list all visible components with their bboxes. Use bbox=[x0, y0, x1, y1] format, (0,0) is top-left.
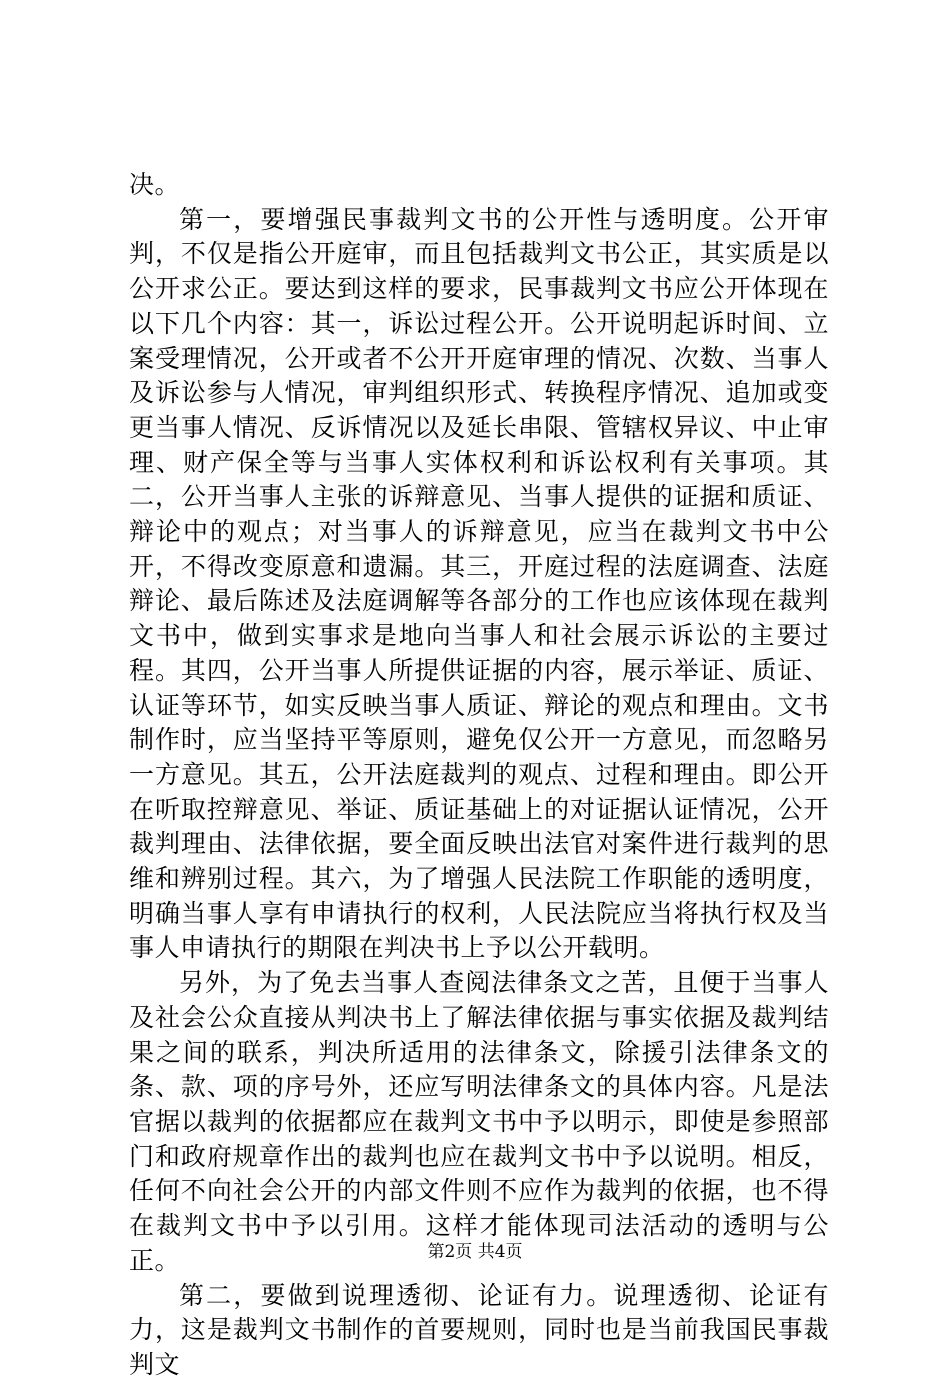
paragraph-second-point: 第二，要做到说理透彻、论证有力。说理透彻、论证有力，这是裁判文书制作的首要规则，同时也是当前我国民事裁判文 bbox=[129, 1280, 829, 1379]
page-number-footer: 第2页 共4页 bbox=[427, 1242, 523, 1262]
paragraph-additionally: 另外，为了免去当事人查阅法律条文之苦，且便于当事人及社会公众直接从判决书上了解法律依据与事实依据及裁判结果之间的联系，判决所适用的法律条文，除援引法律条文的条、款、项的序号外，还应写明法律条文的具体内容。凡是法官据以裁判的依据都应在裁判文书中予以明示，即使是参照部门和政府规章作出的裁判也应在裁判文书中予以说明。相反，任何不向社会公开的内部文件则不应作为裁判的依据，也不得在裁判文书中予以引用。这样才能体现司法活动的透明与公正。 bbox=[129, 968, 829, 1275]
paragraph-continuation: 决。 bbox=[129, 170, 181, 199]
document-body bbox=[129, 168, 829, 1383]
paragraph-first-point: 第一，要增强民事裁判文书的公开性与透明度。公开审判，不仅是指公开庭审，而且包括裁判文书公正，其实质是以公开求公正。要达到这样的要求，民事裁判文书应公开体现在以下几个内容：其一，诉讼过程公开。公开说明起诉时间、立案受理情况，公开或者不公开开庭审理的情况、次数、当事人及诉讼参与人情况，审判组织形式、转换程序情况、追加或变更当事人情况、反诉情况以及延长串限、管辖权异议、中止审理、财产保全等与当事人实体权利和诉讼权利有关事项。其二，公开当事人主张的诉辩意见、当事人提供的证据和质证、辩论中的观点；对当事人的诉辩意见，应当在裁判文书中公开，不得改变原意和遗漏。其三，开庭过程的法庭调查、法庭辩论、最后陈述及法庭调解等各部分的工作也应该体现在裁判文书中，做到实事求是地向当事人和社会展示诉讼的主要过程。其四，公开当事人所提供证据的内容，展示举证、质证、认证等环节，如实反映当事人质证、辩论的观点和理由。文书制作时，应当坚持平等原则，避免仅公开一方意见，而忽略另一方意见。其五，公开法庭裁判的观点、过程和理由。即公开在听取控辩意见、举证、质证基础上的对证据认证情况，公开裁判理由、法律依据，要全面反映出法官对案件进行裁判的思维和辨别过程。其六，为了增强人民法院工作职能的透明度，明确当事人享有申请执行的权利，人民法院应当将执行权及当事人申请执行的期限在判决书上予以公开载明。 bbox=[129, 204, 829, 963]
